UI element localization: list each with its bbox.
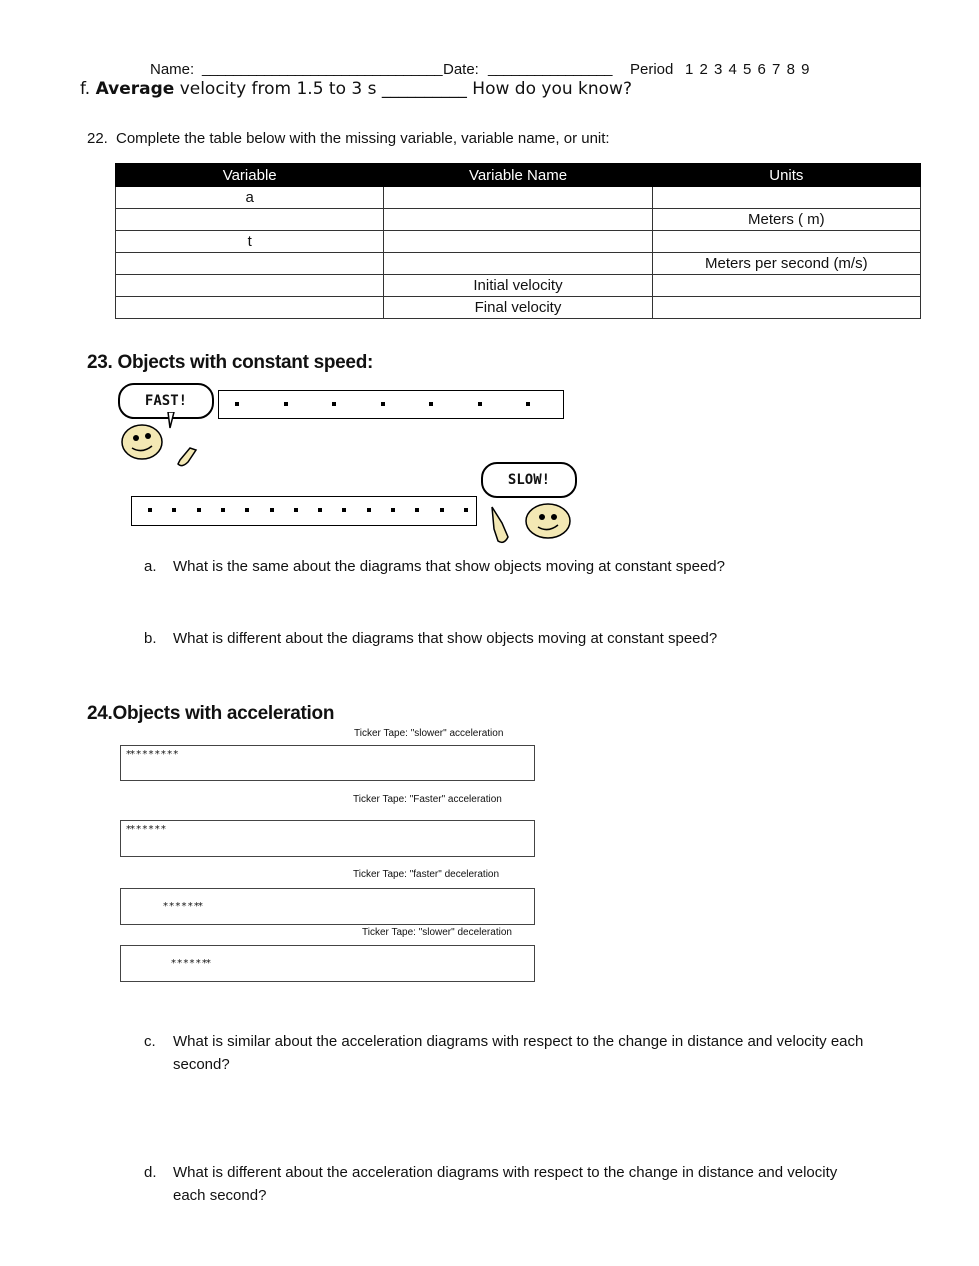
tape-label: Ticker Tape: "Faster" acceleration: [353, 794, 502, 805]
table-row: [116, 187, 921, 209]
col-variable: Variable: [116, 164, 384, 187]
table-cell[interactable]: [652, 231, 920, 253]
table-row: [116, 231, 921, 253]
fast-tape: [218, 390, 564, 419]
q24-title: 24.Objects with acceleration: [87, 703, 335, 724]
ticker-tape: [120, 820, 535, 857]
table-cell[interactable]: [384, 253, 652, 275]
table-cell[interactable]: Meters per second (m/s): [652, 253, 920, 275]
q22-prompt: Complete the table below with the missing variable, variable name, or unit:: [116, 130, 610, 147]
date-label: Date:: [443, 61, 479, 78]
tape-dot: [197, 508, 201, 512]
tape-dot: [415, 508, 419, 512]
fast-character-icon: [118, 412, 208, 472]
col-units: Units: [652, 164, 920, 187]
table-cell[interactable]: [384, 209, 652, 231]
table-cell[interactable]: [116, 275, 384, 297]
table-header-row: [116, 164, 921, 187]
period-numbers: 1 2 3 4 5 6 7 8 9: [685, 61, 810, 78]
tape-dot: [148, 508, 152, 512]
table-row: [116, 297, 921, 319]
tape-dot: [172, 508, 176, 512]
q24d-text-line1: What is different about the acceleration diagrams with respect to the change in distance and velocity: [173, 1164, 838, 1181]
tape-dot: [245, 508, 249, 512]
tape-label: Ticker Tape: "slower" acceleration: [354, 728, 504, 739]
table-cell[interactable]: [384, 231, 652, 253]
tape-dot: [332, 402, 336, 406]
tape-dot: [318, 508, 322, 512]
table-cell[interactable]: Meters ( m): [652, 209, 920, 231]
tape-dot: [342, 508, 346, 512]
table-cell[interactable]: Initial velocity: [384, 275, 652, 297]
tape-dot: [526, 402, 530, 406]
table-row: [116, 275, 921, 297]
tape-stars: * * * * * **: [171, 958, 210, 969]
table-row: [116, 209, 921, 231]
tape-stars: * * * * * **: [163, 901, 202, 912]
tape-stars: ** * * * * * * *: [126, 749, 178, 760]
f-prefix: f.: [80, 79, 91, 99]
tape-dot: [294, 508, 298, 512]
name-label: Name:: [150, 61, 195, 78]
f-bold-word: Average: [95, 79, 175, 99]
table-cell[interactable]: [652, 275, 920, 297]
tape-dot: [221, 508, 225, 512]
q24c-letter: c.: [144, 1033, 156, 1050]
q23-title: 23. Objects with constant speed:: [87, 352, 374, 373]
tape-dot: [381, 402, 385, 406]
tape-dot: [464, 508, 468, 512]
q24c-text-line2: second?: [173, 1056, 230, 1073]
table-cell[interactable]: [116, 297, 384, 319]
table-cell[interactable]: [116, 209, 384, 231]
q24d-text-line2: each second?: [173, 1187, 267, 1204]
table-cell[interactable]: Final velocity: [384, 297, 652, 319]
slow-label: SLOW!: [507, 472, 551, 488]
q23b-letter: b.: [144, 630, 157, 647]
tape-stars: ** * * * * *: [126, 824, 165, 835]
q23a-letter: a.: [144, 558, 157, 575]
tape-dot: [478, 402, 482, 406]
table-cell[interactable]: t: [116, 231, 384, 253]
date-blank[interactable]: ________________: [488, 60, 612, 77]
tape-label: Ticker Tape: "faster" deceleration: [353, 869, 500, 880]
slow-tape: [131, 496, 477, 526]
table-cell[interactable]: [652, 297, 920, 319]
name-blank[interactable]: _______________________________: [202, 60, 443, 77]
tape-dot: [270, 508, 274, 512]
q22-number: 22.: [87, 130, 108, 147]
tape-label: Ticker Tape: "slower" deceleration: [362, 927, 512, 938]
q24d-letter: d.: [144, 1164, 157, 1181]
slow-character-icon: [488, 493, 578, 553]
tape-dot: [391, 508, 395, 512]
f-question: [80, 79, 632, 99]
table-cell[interactable]: [652, 187, 920, 209]
tape-dot: [235, 402, 239, 406]
tape-dot: [367, 508, 371, 512]
variable-table: [115, 163, 921, 319]
fast-label: FAST!: [144, 393, 188, 409]
q23b-text: What is different about the diagrams that show objects moving at constant speed?: [173, 630, 718, 647]
table-cell[interactable]: [384, 187, 652, 209]
table-cell[interactable]: [116, 253, 384, 275]
table-cell[interactable]: a: [116, 187, 384, 209]
f-text: velocity from 1.5 to 3 s __________ How do you know?: [179, 79, 632, 99]
table-row: [116, 253, 921, 275]
col-variable-name: Variable Name: [384, 164, 652, 187]
tape-dot: [440, 508, 444, 512]
ticker-tape: [120, 945, 535, 982]
q23a-text: What is the same about the diagrams that show objects moving at constant speed?: [173, 558, 725, 575]
ticker-tape: [120, 745, 535, 781]
ticker-tape: [120, 888, 535, 925]
tape-dot: [429, 402, 433, 406]
q24c-text-line1: What is similar about the acceleration diagrams with respect to the change in distance and velocity each: [173, 1033, 864, 1050]
period-label: Period: [630, 61, 674, 78]
tape-dot: [284, 402, 288, 406]
